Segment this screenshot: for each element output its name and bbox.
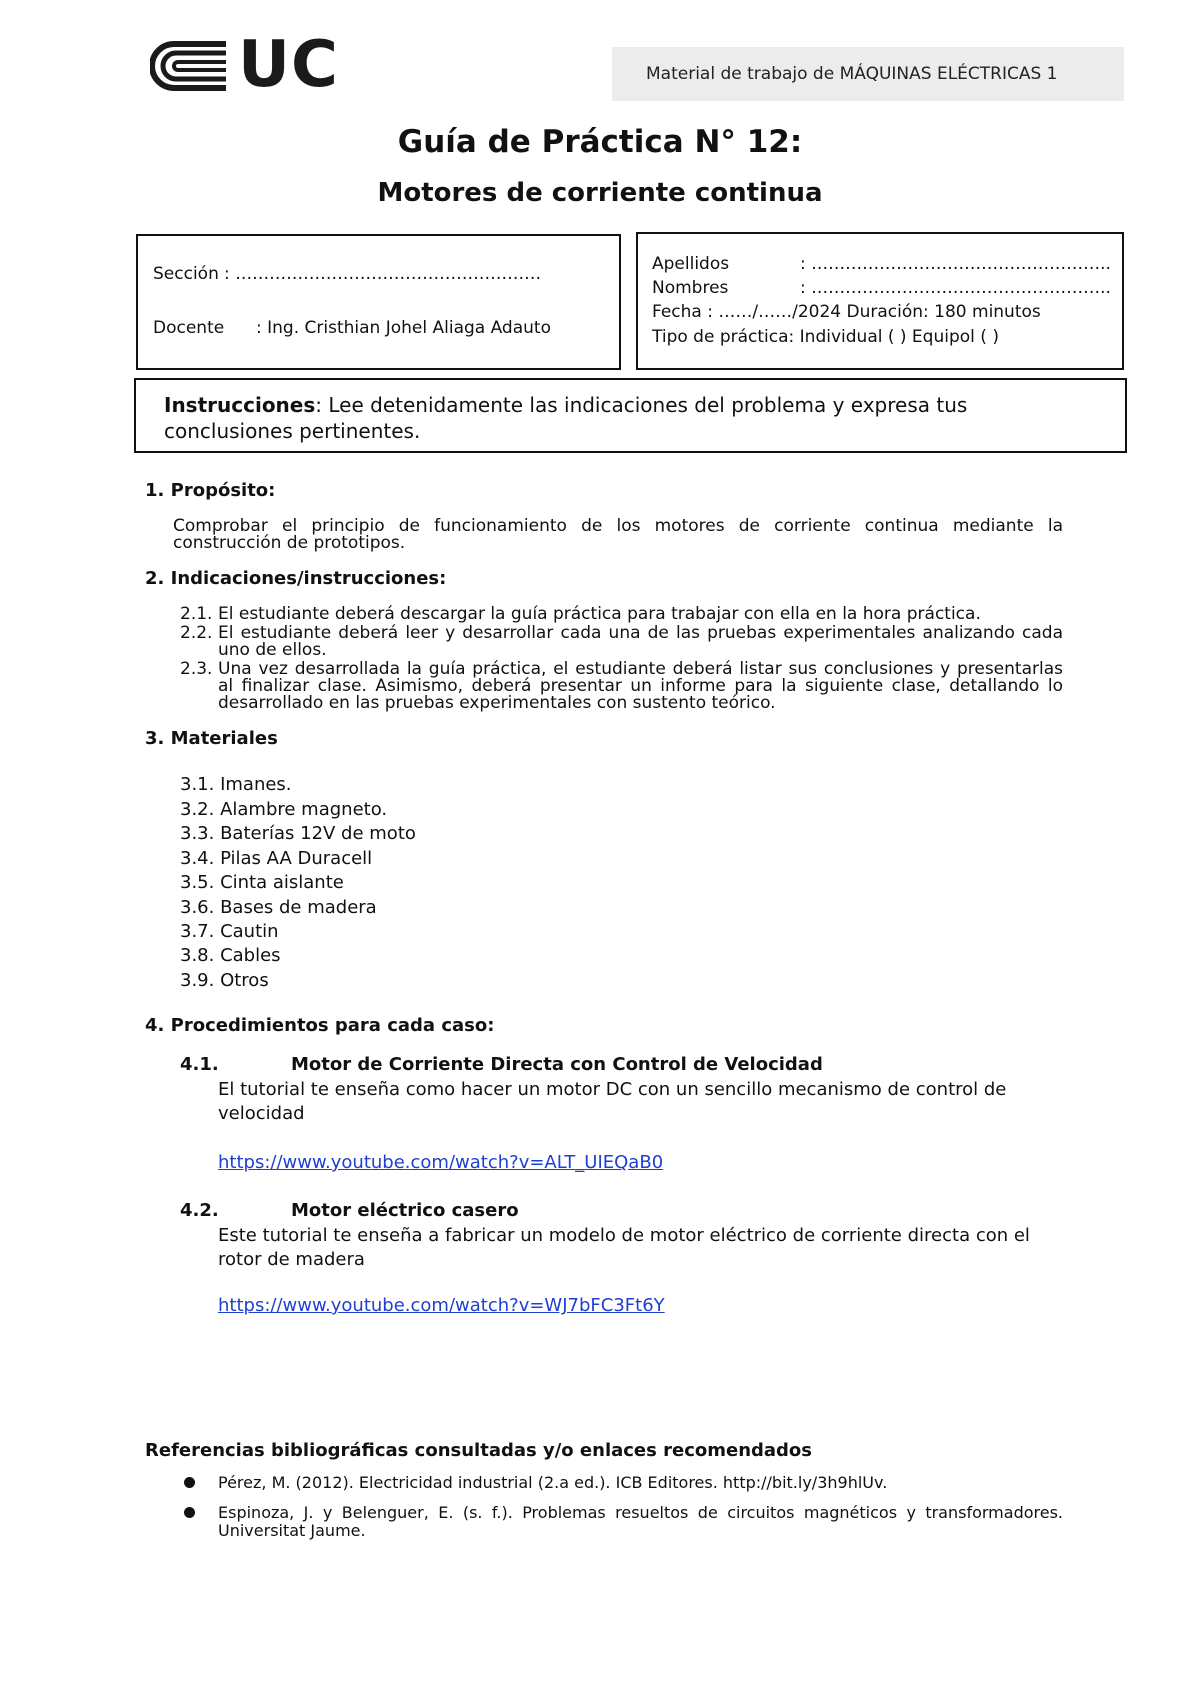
section-4-title: 4. Procedimientos para cada caso: [145,1015,495,1036]
instructions-box [134,378,1127,453]
instructions-body: : Lee detenidamente las indicaciones del problema y expresa tus conclusiones pertinentes. [164,393,968,443]
seccion-field[interactable]: : ……………………………………………… [224,264,542,284]
video-link-4-2[interactable]: https://www.youtube.com/watch?v=WJ7bFC3Ft6Y [218,1295,665,1316]
docente-label: Docente [153,318,225,338]
subsection-4-1-text: El tutorial te enseña como hacer un motor DC con un sencillo mecanismo de control de velocidad [218,1079,1007,1124]
material-item: 3.7. Cautin [180,921,279,942]
list-item-text: El estudiante deberá leer y desarrollar cada una de las pruebas experimentales analizando cada uno de ellos. [218,623,1063,660]
subsection-4-2-text: Este tutorial te enseña a fabricar un modelo de motor eléctrico de corriente directa con el rotor de madera [218,1225,1030,1270]
course-header [612,47,1124,101]
material-item: 3.8. Cables [180,945,281,966]
nombres-label: Nombres [652,278,729,298]
apellidos-field[interactable]: : …………………………………………….. [800,254,1111,274]
page-title: Guía de Práctica N° 12: [397,124,803,160]
list-item-number: 2.2. [180,623,213,643]
list-item-number: 2.3. [180,659,213,679]
tipo-practica[interactable]: Tipo de práctica: Individual ( ) Equipol ( ) [652,327,999,347]
list-item-text: El estudiante deberá descargar la guía práctica para trabajar con ella en la hora práctica. [218,604,981,624]
reference-item: Pérez, M. (2012). Electricidad industrial (2.a ed.). ICB Editores. http://bit.ly/3h9hlUv. [218,1473,888,1492]
section-3-title: 3. Materiales [145,728,278,749]
seccion-label: Sección [153,264,219,284]
material-item: 3.5. Cinta aislante [180,872,344,893]
references-title: Referencias bibliográficas consultadas y/o enlaces recomendados [145,1440,813,1461]
section-info-box [136,234,621,370]
material-item: 3.3. Baterías 12V de moto [180,823,416,844]
material-item: 3.4. Pilas AA Duracell [180,848,373,869]
section-2-title: 2. Indicaciones/instrucciones: [145,568,447,589]
docente-value: : Ing. Cristhian Johel Aliaga Adauto [256,318,551,338]
subsection-4-1-number: 4.1. [180,1054,219,1075]
instructions-label: Instrucciones [164,393,316,417]
list-item-number: 2.1. [180,604,213,624]
uc-logo [150,28,350,102]
material-item: 3.9. Otros [180,970,269,991]
material-item: 3.6. Bases de madera [180,897,377,918]
fecha-duracion[interactable]: Fecha : ……/……/2024 Duración: 180 minutos [652,302,1041,322]
video-link-4-1[interactable]: https://www.youtube.com/watch?v=ALT_UIEQaB0 [218,1152,664,1173]
bullet-icon [184,1507,195,1518]
reference-item: Espinoza, J. y Belenguer, E. (s. f.). Problemas resueltos de circuitos magnéticos y transformadores. Universitat Jaume. [218,1503,1063,1540]
student-info-box [636,232,1124,370]
nombres-field[interactable]: : …………………………………………….. [800,278,1111,298]
logo-text: UC [238,28,339,102]
subsection-4-2-number: 4.2. [180,1200,219,1221]
apellidos-label: Apellidos [652,254,730,274]
subsection-4-2-title: Motor eléctrico casero [291,1200,519,1221]
course-material-label: Material de trabajo de MÁQUINAS ELÉCTRICAS 1 [646,64,1058,84]
list-item-text: Una vez desarrollada la guía práctica, el estudiante deberá listar sus conclusiones y presentarlas al finalizar clase. Asimismo, deberá presentar un informe para la siguiente clase, detallando lo desarrollado en las pruebas experimentales con sustento teórico. [218,659,1063,713]
section-1-text: Comprobar el principio de funcionamiento de los motores de corriente continua mediante la construcción de prototipos. [173,516,1063,553]
material-item: 3.1. Imanes. [180,774,292,795]
subsection-4-1-title: Motor de Corriente Directa con Control de Velocidad [291,1054,823,1075]
section-1-title: 1. Propósito: [145,480,276,501]
bullet-icon [184,1477,195,1488]
instructions-text [164,392,1064,444]
material-item: 3.2. Alambre magneto. [180,799,388,820]
page-subtitle: Motores de corriente continua [377,178,823,208]
uc-logo-mark-icon [150,38,230,96]
